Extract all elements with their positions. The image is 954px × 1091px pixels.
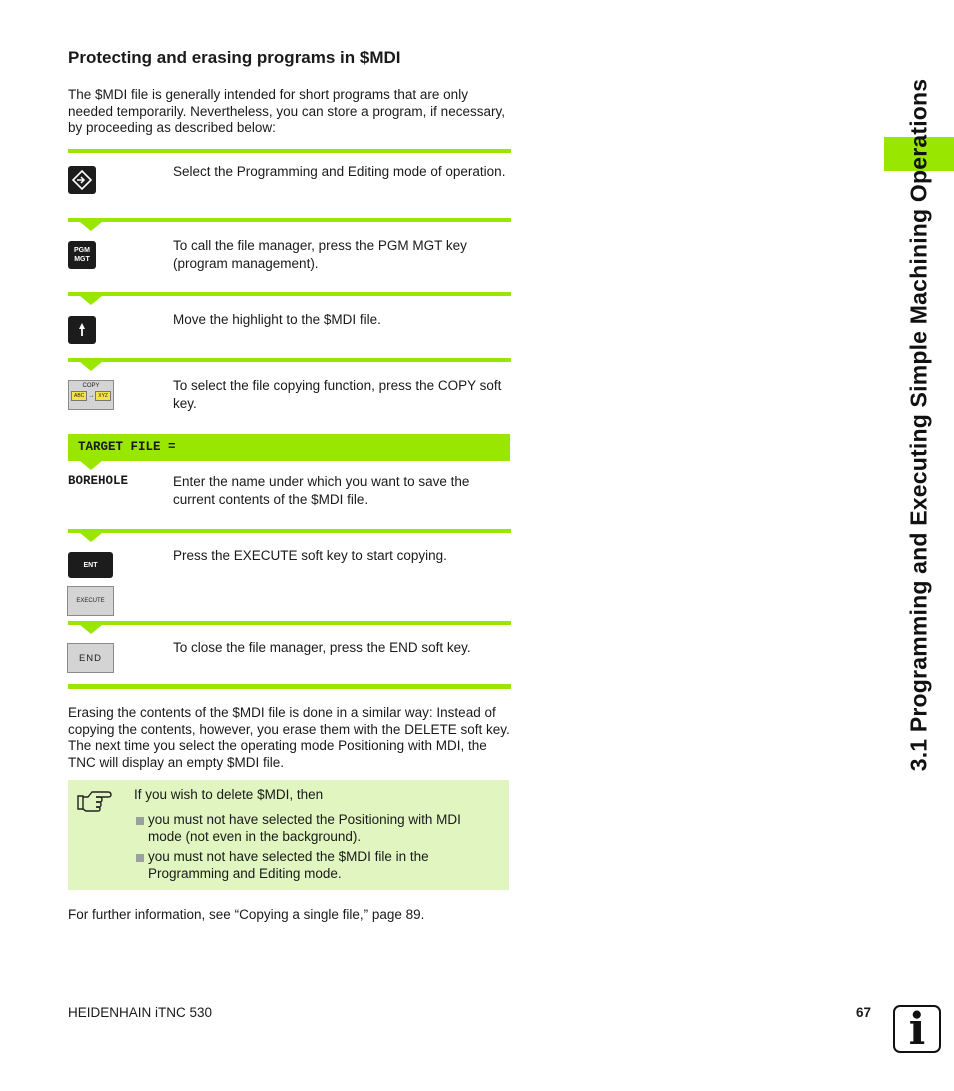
flow-arrow: [80, 296, 102, 305]
page-number: 67: [856, 1005, 872, 1020]
note-intro: If you wish to delete $MDI, then: [134, 787, 324, 802]
steps-end-divider: [68, 684, 511, 689]
pgm-mgt-key-label-top: PGM: [74, 247, 90, 254]
step-4-description: To select the file copying function, press the COPY soft key.: [173, 378, 502, 411]
end-softkey[interactable]: END: [67, 643, 114, 673]
flow-arrow: [80, 461, 102, 470]
bullet-marker: [136, 854, 144, 862]
step-divider: [68, 149, 511, 153]
copy-softkey-source: ABC: [71, 391, 87, 401]
bullet-marker: [136, 817, 144, 825]
footer-manual-name: HEIDENHAIN iTNC 530: [68, 1005, 213, 1020]
further-info: For further information, see “Copying a single file,” page 89.: [68, 907, 425, 922]
step-5-description: Enter the name under which you want to save the current contents of the $MDI file.: [173, 474, 470, 507]
erasing-paragraph: Erasing the contents of the $MDI file is done in a similar way: Instead of copying the contents, however, you erase them with the DELETE soft key. The next time you select the operating mode Positioning with MDI, the TNC will display an empty $MDI file.: [68, 705, 510, 770]
flow-arrow: [80, 222, 102, 231]
pgm-mgt-key[interactable]: [68, 241, 96, 269]
flow-arrow: [80, 362, 102, 371]
step-divider: [68, 358, 511, 362]
arrow-up-key-icon[interactable]: [68, 316, 96, 344]
step-divider: [68, 218, 511, 222]
copy-softkey[interactable]: [68, 380, 114, 410]
intro-paragraph: The $MDI file is generally intended for short programs that are only needed temporarily. Nevertheless, you can store a program, if necessary, by proceeding as described below:: [68, 87, 505, 135]
note-bullet-1: you must not have selected the Positioning with MDI mode (not even in the background).: [148, 812, 461, 844]
step-2-description: To call the file manager, press the PGM MGT key (program management).: [173, 238, 467, 271]
note-box: [68, 780, 509, 890]
pgm-mgt-key-label-bottom: MGT: [74, 256, 90, 263]
programming-mode-key-icon[interactable]: [68, 166, 96, 194]
hand-pointing-icon: [76, 789, 112, 815]
step-7-description: To close the file manager, press the END soft key.: [173, 640, 471, 655]
step-6-description: Press the EXECUTE soft key to start copying.: [173, 548, 447, 563]
flow-arrow: [80, 625, 102, 634]
info-icon: i: [893, 1005, 941, 1053]
step-3-description: Move the highlight to the $MDI file.: [173, 312, 381, 327]
step-divider: [68, 529, 511, 533]
target-file-prompt: [68, 434, 510, 461]
target-file-label: TARGET FILE =: [78, 440, 176, 454]
execute-softkey[interactable]: EXECUTE: [67, 586, 114, 616]
step-1-description: Select the Programming and Editing mode of operation.: [173, 164, 506, 179]
chapter-title: 3.1 Programming and Executing Simple Machining Operations: [905, 78, 932, 772]
flow-arrow: [80, 533, 102, 542]
copy-softkey-arrow: →: [88, 393, 95, 399]
section-heading: Protecting and erasing programs in $MDI: [68, 48, 401, 67]
step-divider: [68, 292, 511, 296]
copy-softkey-label: COPY: [82, 383, 100, 389]
note-bullet-2: you must not have selected the $MDI file in the Programming and Editing mode.: [148, 849, 429, 881]
ent-key[interactable]: ENT: [68, 552, 113, 578]
target-file-input[interactable]: BOREHOLE: [68, 474, 129, 488]
step-divider: [68, 621, 511, 625]
copy-softkey-target: XYZ: [95, 391, 111, 401]
